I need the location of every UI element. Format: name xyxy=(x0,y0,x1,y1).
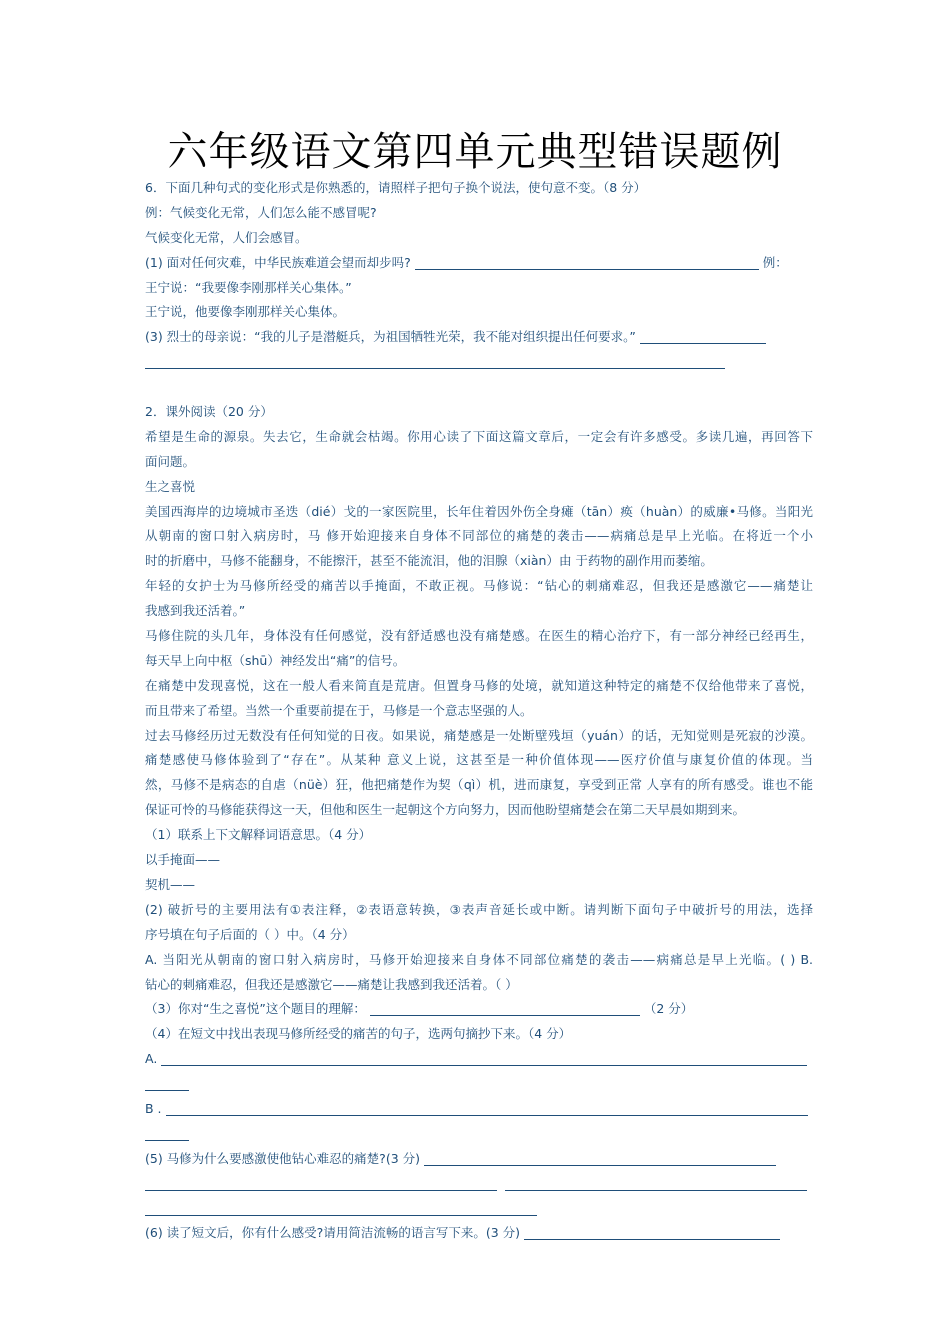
answer-blank-6-3b[interactable] xyxy=(145,353,725,369)
passage-line: 每天早上向中枢（shū）神经发出“痛”的信号。 xyxy=(145,652,406,668)
term-item: 契机—— xyxy=(145,876,196,892)
example-sentence: 例：气候变化无常，人们怎么能不感冒呢? xyxy=(145,204,377,220)
example-direct-speech: 王宁说：“我要像李刚那样关心集体。” xyxy=(145,279,352,295)
answer-a-line xyxy=(145,1047,813,1072)
passage-line: 时的折磨中，马修不能翻身，不能擦汗，甚至不能流泪，他的泪腺（xiàn）由 于药物的副作用而萎缩。 xyxy=(145,553,713,569)
passage-title: 生之喜悦 xyxy=(145,478,196,494)
example-answer: 气候变化无常，人们会感冒。 xyxy=(145,229,308,245)
example-label: 例： xyxy=(762,254,788,270)
passage-line: 过去马修经历过无数没有任何知觉的日夜。如果说，痛楚感是一处断壁残垣（yuán）的话，无知觉则是死寂的沙漠。 xyxy=(145,727,813,743)
answer-line-2-5 xyxy=(145,1172,813,1197)
question-2-6 xyxy=(145,1221,813,1246)
passage-line: 然，马修不是病态的自虐（nüè）狂，他把痛楚作为契（qì）机，进而康复，享受到正常 人享有的所有感受。谁也不能 xyxy=(145,777,813,793)
passage-line: 保证可怜的马修能获得这一天，但他和医生一起朝这个方向努力，因而他盼望痛楚会在第二天早晨如期到来。 xyxy=(145,802,746,818)
question-6-3 xyxy=(145,325,813,350)
answer-a-label: A. xyxy=(145,1051,158,1067)
passage-line: 美国西海岸的边境城市圣迭（dié）戈的一家医院里，长年住着因外伤全身瘫（tān）痪（huàn）的威廉•马修。当阳光 xyxy=(145,503,813,519)
passage-line: 年轻的女护士为马修所经受的痛苦以手掩面，不敢正视。马修说：“钻心的刺痛难忍，但我还是感激它——痛楚让 xyxy=(145,578,813,594)
section-2-heading: 2．课外阅读（20 分） xyxy=(145,404,273,420)
question-2-1: （1）联系上下文解释词语意思。（4 分） xyxy=(145,827,372,843)
question-2-5-text: (5) 马修为什么要感激使他钻心难忍的痛楚?(3 分) xyxy=(145,1150,420,1166)
question-2-6-text: (6) 读了短文后，你有什么感受?请用简洁流畅的语言写下来。(3 分) xyxy=(145,1225,520,1241)
passage-line: 在痛楚中发现喜悦，这在一般人看来简直是荒唐。但置身马修的处境，就知道这种特定的痛楚不仅给他带来了喜悦， xyxy=(145,677,813,693)
term-item: 以手掩面—— xyxy=(145,852,221,868)
answer-blank-2-5b[interactable] xyxy=(145,1175,497,1191)
passage-line: 我感到我还活着。” xyxy=(145,603,246,619)
answer-blank-2-5d[interactable] xyxy=(145,1200,537,1216)
question-6-1-text: (1) 面对任何灾难，中华民族难道会望而却步吗? xyxy=(145,254,411,270)
answer-blank-6-3a[interactable] xyxy=(640,328,766,344)
passage-line: 痛楚感使马修体验到了“存在”。从某种 意义上说，这甚至是一种价值体现——医疗价值与康复价值的体现。当 xyxy=(145,752,813,768)
answer-b-line xyxy=(145,1097,813,1122)
answer-blank-2-5a[interactable] xyxy=(424,1150,776,1166)
answer-blank-2-3[interactable] xyxy=(370,1000,640,1016)
passage-line: 从朝南的窗口射入病房时，马 修开始迎接来自身体不同部位的痛楚的袭击——病痛总是早上光临。在将近一个小 xyxy=(145,528,813,544)
example-indirect-speech: 王宁说，他要像李刚那样关心集体。 xyxy=(145,304,346,320)
answer-blank-2-6[interactable] xyxy=(524,1224,780,1240)
passage-line: 马修住院的头几年，身体没有任何感觉，没有舒适感也没有痛楚感。在医生的精心治疗下，有一部分神经已经再生， xyxy=(145,628,813,644)
question-2-3 xyxy=(145,997,813,1022)
question-6-prompt: 6．下面几种句式的变化形式是你熟悉的，请照样子把句子换个说法，使句意不变。（8 分） xyxy=(145,180,647,195)
answer-blank-b[interactable] xyxy=(166,1100,808,1116)
spacer-line xyxy=(145,375,813,400)
question-2-5 xyxy=(145,1147,813,1172)
intro-paragraph-line: 面问题。 xyxy=(145,453,196,469)
answer-b-cont xyxy=(145,1122,813,1147)
page-title: 六年级语文第四单元典型错误题例 xyxy=(167,129,783,175)
document-body xyxy=(145,176,813,1246)
option-b: 钻心的刺痛难忍，但我还是感激它——痛楚让我感到我还活着。（ ） xyxy=(145,976,518,992)
answer-a-cont xyxy=(145,1072,813,1097)
answer-blank-6-1[interactable] xyxy=(415,254,759,270)
question-6-3-text: (3) 烈士的母亲说：“我的儿子是潜艇兵，为祖国牺牲光荣，我不能对组织提出任何要求。” xyxy=(145,329,636,345)
question-6-1 xyxy=(145,251,813,276)
passage-line: 而且带来了希望。当然一个重要前提在于，马修是一个意志坚强的人。 xyxy=(145,702,533,718)
question-2-4: （4）在短文中找出表现马修所经受的痛苦的句子，选两句摘抄下来。（4 分） xyxy=(145,1026,572,1042)
question-2-2-cont: 序号填在句子后面的（ ）中。（4 分） xyxy=(145,926,355,942)
answer-blank-a-cont[interactable] xyxy=(145,1075,189,1091)
answer-blank-a[interactable] xyxy=(161,1050,807,1066)
question-2-3-text: （3）你对“生之喜悦”这个题目的理解： xyxy=(145,1001,366,1017)
question-2-2: (2) 破折号的主要用法有①表注释，②表语意转换，③表声音延长或中断。请判断下面句子中破折号的用法，选择 xyxy=(145,901,813,917)
answer-b-label: B . xyxy=(145,1100,162,1116)
intro-paragraph-line: 希望是生命的源泉。失去它，生命就会枯竭。你用心读了下面这篇文章后，一定会有许多感受。多读几遍，再回答下 xyxy=(145,428,813,444)
option-a: A. 当阳光从朝南的窗口射入病房时，马修开始迎接来自身体不同部位痛楚的袭击——病痛总是早上光临。( ) B. xyxy=(145,951,813,967)
answer-blank-2-5c[interactable] xyxy=(505,1175,807,1191)
answer-line-6-3 xyxy=(145,350,813,375)
question-2-3-score: （2 分） xyxy=(643,1001,694,1017)
answer-blank-b-cont[interactable] xyxy=(145,1125,189,1141)
answer-line-2-5-end xyxy=(145,1197,813,1222)
